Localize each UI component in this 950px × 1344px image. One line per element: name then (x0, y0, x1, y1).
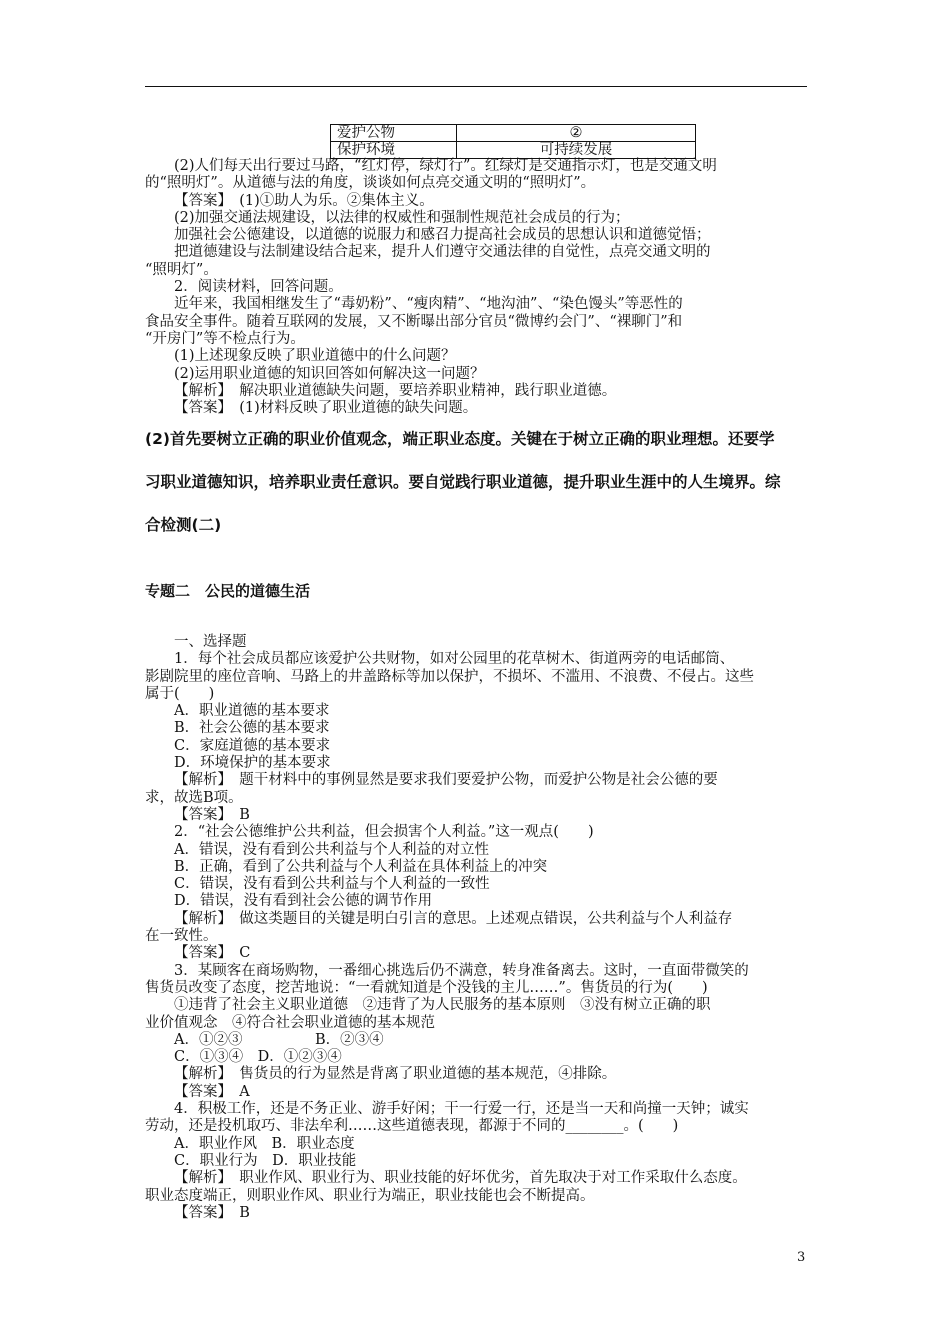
question-line: 4．积极工作，还是不务正业、游手好闲；干一行爱一行，还是当一天和尚撞一天钟；诚实 (174, 1101, 749, 1118)
section-heading: 一、选择题 (174, 634, 247, 650)
paragraph-line: 加强社会公德建设，以道德的说服力和感召力提高社会成员的思想认识和道德觉悟； (174, 227, 711, 244)
question-line: 2．阅读材料，回答问题。 (174, 279, 343, 296)
question-line: 劳动，还是投机取巧、非法牟利……这些道德表现，都源于不同的________。( ) (145, 1118, 679, 1135)
option-line: C．职业行为 D．职业技能 (174, 1152, 357, 1169)
option-line: A．①②③ B．②③④ (174, 1031, 384, 1048)
question-line: 售货员改变了态度，挖苦地说：“一看就知道是个没钱的主儿……”。售货员的行为( ) (145, 979, 708, 996)
paragraph-line: 食品安全事件。随着互联网的发展，又不断曝出部分官员“微博约会门”、“裸聊门”和 (145, 313, 683, 330)
analysis-line: 【解析】 售货员的行为显然是背离了职业道德的基本规范，④排除。 (174, 1066, 617, 1083)
header-rule (145, 86, 807, 87)
option-line: C．①③④ D．①②③④ (174, 1049, 342, 1066)
table-cell: 可持续发展 (457, 142, 696, 159)
option-line: C．家庭道德的基本要求 (174, 737, 331, 754)
question-line: 属于( ) (145, 685, 215, 702)
answer-line: 【答案】 B (174, 1204, 250, 1221)
option-line: D．错误，没有看到社会公德的调节作用 (174, 893, 433, 910)
option-line: B．社会公德的基本要求 (174, 720, 330, 737)
table-row (331, 142, 696, 159)
page-number: 3 (797, 1250, 806, 1265)
analysis-line: 在一致性。 (145, 928, 218, 945)
analysis-line: 【解析】 解决职业道德缺失问题，要培养职业精神，践行职业道德。 (174, 382, 617, 399)
section-title: 专题二 公民的道德生活 (145, 582, 311, 600)
table-cell: ② (457, 125, 696, 142)
analysis-line: 【解析】 职业作风、职业行为、职业技能的好坏优劣，首先取决于对工作采取什么态度。 (174, 1170, 747, 1187)
paragraph-line: 的“照明灯”。从道德与法的角度，谈谈如何点亮交通文明的“照明灯”。 (145, 175, 596, 192)
option-line: D．环境保护的基本要求 (174, 755, 331, 772)
bold-line: 合检测(二) (145, 516, 222, 534)
paragraph-line: “开房门”等不检点行为。 (145, 330, 305, 347)
answer-line: 【答案】 (1)①助人为乐。②集体主义。 (174, 192, 434, 209)
summary-table (330, 124, 696, 159)
option-line: A．职业道德的基本要求 (174, 703, 330, 720)
option-line: 业价值观念 ④符合社会职业道德的基本规范 (145, 1014, 435, 1031)
analysis-line: 【解析】 做这类题目的关键是明白引言的意思。上述观点错误，公共利益与个人利益存 (174, 910, 733, 927)
answer-line: 【答案】 B (174, 806, 250, 823)
questions-block (145, 634, 807, 1222)
question-line: 1．每个社会成员都应该爱护公共财物，如对公园里的花草树木、街道两旁的电话邮筒、 (174, 651, 735, 668)
option-line: A．错误，没有看到公共利益与个人利益的对立性 (174, 841, 489, 858)
paragraph-line: 把道德建设与法制建设结合起来，提升人们遵守交通法律的自觉性，点亮交通文明的 (174, 244, 711, 261)
question-line: (2)运用职业道德的知识回答如何解决这一问题？ (174, 365, 485, 382)
answer-line: 【答案】 C (174, 945, 251, 962)
paragraph-line: 近年来，我国相继发生了“毒奶粉”、“瘦肉精”、“地沟油”、“染色馒头”等恶性的 (174, 296, 683, 313)
question-line: (1)上述现象反映了职业道德中的什么问题？ (174, 348, 456, 365)
option-line: B．正确，看到了公共利益与个人利益在具体利益上的冲突 (174, 858, 548, 875)
bold-answer-block (145, 418, 810, 547)
table-cell: 保护环境 (331, 142, 457, 159)
answer-line: 【答案】 A (174, 1083, 250, 1100)
option-line: C．错误，没有看到公共利益与个人利益的一致性 (174, 876, 490, 893)
bold-line: 习职业道德知识，培养职业责任意识。要自觉践行职业道德，提升职业生涯中的人生境界。综 (145, 473, 781, 491)
paragraph-line: (2)人们每天出行要过马路，“红灯停，绿灯行”。红绿灯是交通指示灯，也是交通文明 (174, 158, 717, 174)
answer-line: 【答案】 (1)材料反映了职业道德的缺失问题。 (174, 400, 478, 417)
analysis-line: 职业态度端正，则职业作风、职业行为端正，职业技能也会不断提高。 (145, 1187, 595, 1204)
question-line: 影剧院里的座位音响、马路上的井盖路标等加以保护，不损坏、不滥用、不浪费、不侵占。这些 (145, 668, 754, 685)
analysis-line: 求，故选B项。 (145, 789, 243, 806)
option-line: A．职业作风 B．职业态度 (174, 1135, 355, 1152)
option-line: ①违背了社会主义职业道德 ②违背了为人民服务的基本原则 ③没有树立正确的职 (174, 997, 711, 1014)
bold-line: (2)首先要树立正确的职业价值观念，端正职业态度。关键在于树立正确的职业理想。还要学 (145, 430, 775, 448)
paragraph-line: (2)加强交通法规建设，以法律的权威性和强制性规范社会成员的行为； (174, 209, 630, 226)
table-row (331, 125, 696, 142)
answer-block (145, 158, 807, 417)
paragraph-line: “照明灯”。 (145, 261, 218, 278)
table-cell: 爱护公物 (331, 125, 457, 142)
question-line: 2．“社会公德维护公共利益，但会损害个人利益。”这一观点( ) (174, 824, 594, 841)
analysis-line: 【解析】 题干材料中的事例显然是要求我们要爱护公物，而爱护公物是社会公德的要 (174, 772, 718, 789)
question-line: 3．某顾客在商场购物，一番细心挑选后仍不满意，转身准备离去。这时，一直面带微笑的 (174, 962, 749, 979)
